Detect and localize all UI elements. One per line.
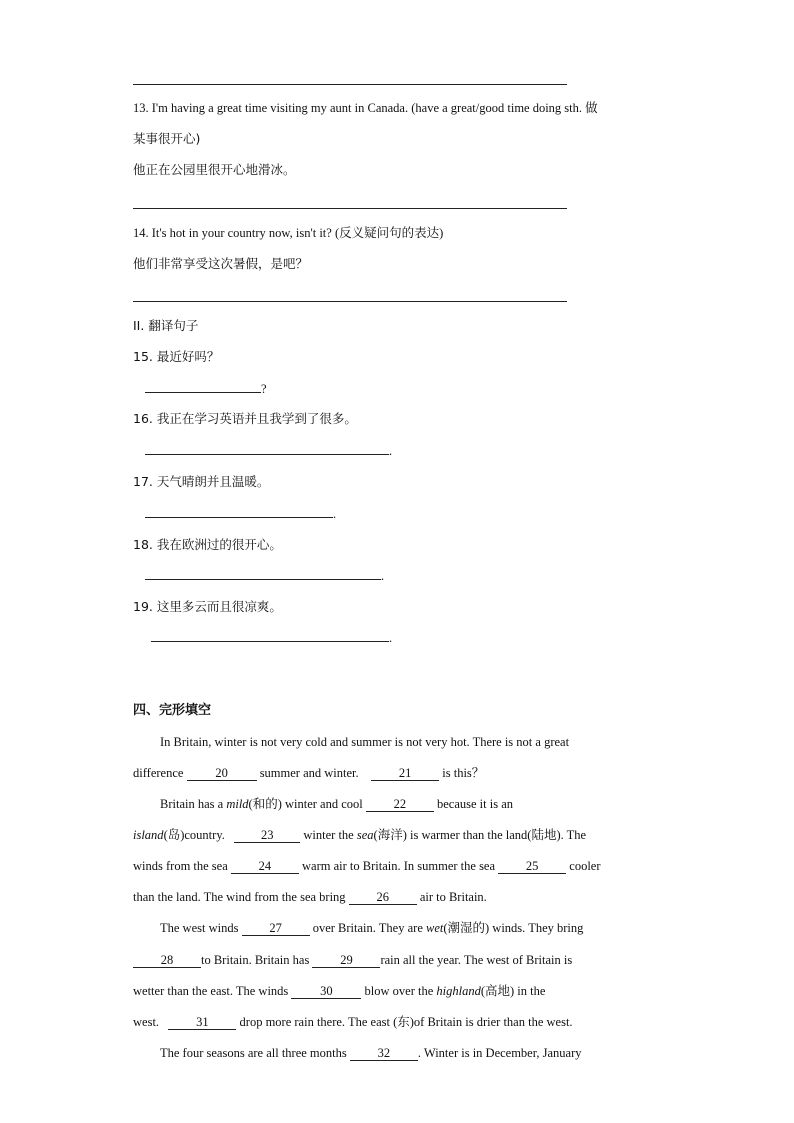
q17-end-mark: . — [333, 507, 337, 521]
blank-26[interactable]: 26 — [349, 890, 417, 905]
cloze-text: (和的) winter and cool — [248, 797, 363, 811]
cloze-text: The west winds — [160, 921, 239, 935]
q19-answer — [151, 630, 392, 646]
blank-23[interactable]: 23 — [234, 828, 300, 843]
q17-answer — [145, 506, 336, 522]
cloze-text: (潮湿的) winds. They bring — [443, 921, 584, 935]
cloze-text: is this？ — [442, 766, 485, 780]
cloze-line-2 — [133, 765, 484, 781]
blank-29[interactable]: 29 — [312, 953, 380, 968]
cloze-text: The four seasons are all three months — [160, 1046, 347, 1060]
q15-number: 15. — [133, 349, 153, 364]
q13-prompt: 他正在公园里很开心地滑冰。 — [133, 162, 296, 177]
word-island: island — [133, 828, 164, 842]
cloze-text: cooler — [569, 859, 601, 873]
answer-line-14[interactable] — [133, 301, 567, 302]
word-mild: mild — [226, 797, 249, 811]
q15-end-mark: ? — [261, 382, 267, 396]
q18-text: 我在欧洲过的很开心。 — [156, 537, 282, 552]
cloze-text: because it is an — [437, 797, 514, 811]
q16-text: 我正在学习英语并且我学到了很多。 — [156, 411, 357, 426]
q15-answer-blank[interactable] — [145, 392, 261, 393]
cloze-text: difference — [133, 766, 184, 780]
word-wet: wet — [426, 921, 444, 935]
cloze-text: (高地) in the — [480, 984, 546, 998]
cloze-text: (海洋) is warmer than the land(陆地). The — [373, 828, 587, 842]
cloze-line-11 — [160, 1045, 582, 1061]
q18-answer — [145, 568, 384, 584]
q15-answer — [145, 381, 267, 397]
q17-prompt — [133, 474, 269, 490]
cloze-text: west. — [133, 1015, 160, 1029]
word-highland: highland — [436, 984, 481, 998]
blank-20[interactable]: 20 — [187, 766, 257, 781]
blank-28[interactable]: 28 — [133, 953, 201, 968]
q19-answer-blank[interactable] — [151, 641, 389, 642]
q17-number: 17. — [133, 474, 153, 489]
q14-example: 14. It's hot in your country now, isn't it? (反义疑问句的表达) — [133, 226, 444, 240]
cloze-line-10 — [133, 1014, 573, 1030]
cloze-line-6 — [133, 889, 487, 905]
q16-answer — [145, 443, 392, 459]
q18-prompt — [133, 537, 282, 553]
cloze-text: warm air to Britain. In summer the sea — [302, 859, 496, 873]
cloze-text: winter the — [303, 828, 354, 842]
word-sea: sea — [356, 828, 374, 842]
q15-prompt — [133, 349, 219, 365]
answer-line-12[interactable] — [133, 84, 567, 85]
q17-text: 天气晴朗并且温暖。 — [156, 474, 270, 489]
blank-25[interactable]: 25 — [498, 859, 566, 874]
q16-end-mark: . — [389, 444, 393, 458]
q19-prompt — [133, 599, 282, 615]
section-ii-title: II. 翻译句子 — [133, 318, 199, 333]
answer-line-13[interactable] — [133, 208, 567, 209]
cloze-line-7 — [160, 920, 583, 936]
q18-end-mark: . — [381, 569, 385, 583]
cloze-line-4 — [133, 827, 586, 843]
cloze-text: air to Britain. — [419, 890, 487, 904]
cloze-text: (岛)country. — [163, 828, 225, 842]
cloze-text: winds from the sea — [133, 859, 228, 873]
q18-answer-blank[interactable] — [145, 579, 381, 580]
q18-number: 18. — [133, 537, 153, 552]
q14-prompt: 他们非常享受这次暑假，是吧？ — [133, 256, 309, 271]
cloze-text: . Winter is in December, January — [417, 1046, 582, 1060]
blank-22[interactable]: 22 — [366, 797, 434, 812]
q13-note: 某事很开心) — [133, 131, 201, 146]
cloze-text: rain all the year. The west of Britain is — [380, 953, 573, 967]
blank-32[interactable]: 32 — [350, 1046, 418, 1061]
section-iv-title: 四、完形填空 — [133, 703, 212, 718]
q15-text: 最近好吗？ — [156, 349, 220, 364]
q19-end-mark: . — [389, 631, 393, 645]
blank-31[interactable]: 31 — [168, 1015, 236, 1030]
cloze-text: blow over the — [364, 984, 434, 998]
q16-prompt — [133, 411, 357, 427]
cloze-text: to Britain. Britain has — [201, 953, 310, 967]
q16-answer-blank[interactable] — [145, 454, 389, 455]
blank-30[interactable]: 30 — [291, 984, 361, 999]
cloze-line-5 — [133, 858, 601, 874]
cloze-line-8 — [133, 952, 572, 968]
blank-21[interactable]: 21 — [371, 766, 439, 781]
q19-number: 19. — [133, 599, 153, 614]
cloze-text: wetter than the east. The winds — [133, 984, 289, 998]
cloze-line-1: In Britain, winter is not very cold and summer is not very hot. There is not a great — [160, 735, 570, 749]
q19-text: 这里多云而且很凉爽。 — [156, 599, 282, 614]
q16-number: 16. — [133, 411, 153, 426]
cloze-text: over Britain. They are — [312, 921, 423, 935]
blank-24[interactable]: 24 — [231, 859, 299, 874]
cloze-text: summer and winter. — [259, 766, 359, 780]
cloze-line-9 — [133, 983, 545, 999]
blank-27[interactable]: 27 — [242, 921, 310, 936]
q17-answer-blank[interactable] — [145, 517, 333, 518]
cloze-text: drop more rain there. The east (东)of Britain is drier than the west. — [239, 1015, 573, 1029]
cloze-text: Britain has a — [160, 797, 224, 811]
cloze-text: than the land. The wind from the sea bring — [133, 890, 346, 904]
q13-example: 13. I'm having a great time visiting my aunt in Canada. (have a great/good time doing sth. 做 — [133, 101, 598, 115]
cloze-line-3 — [160, 796, 513, 812]
